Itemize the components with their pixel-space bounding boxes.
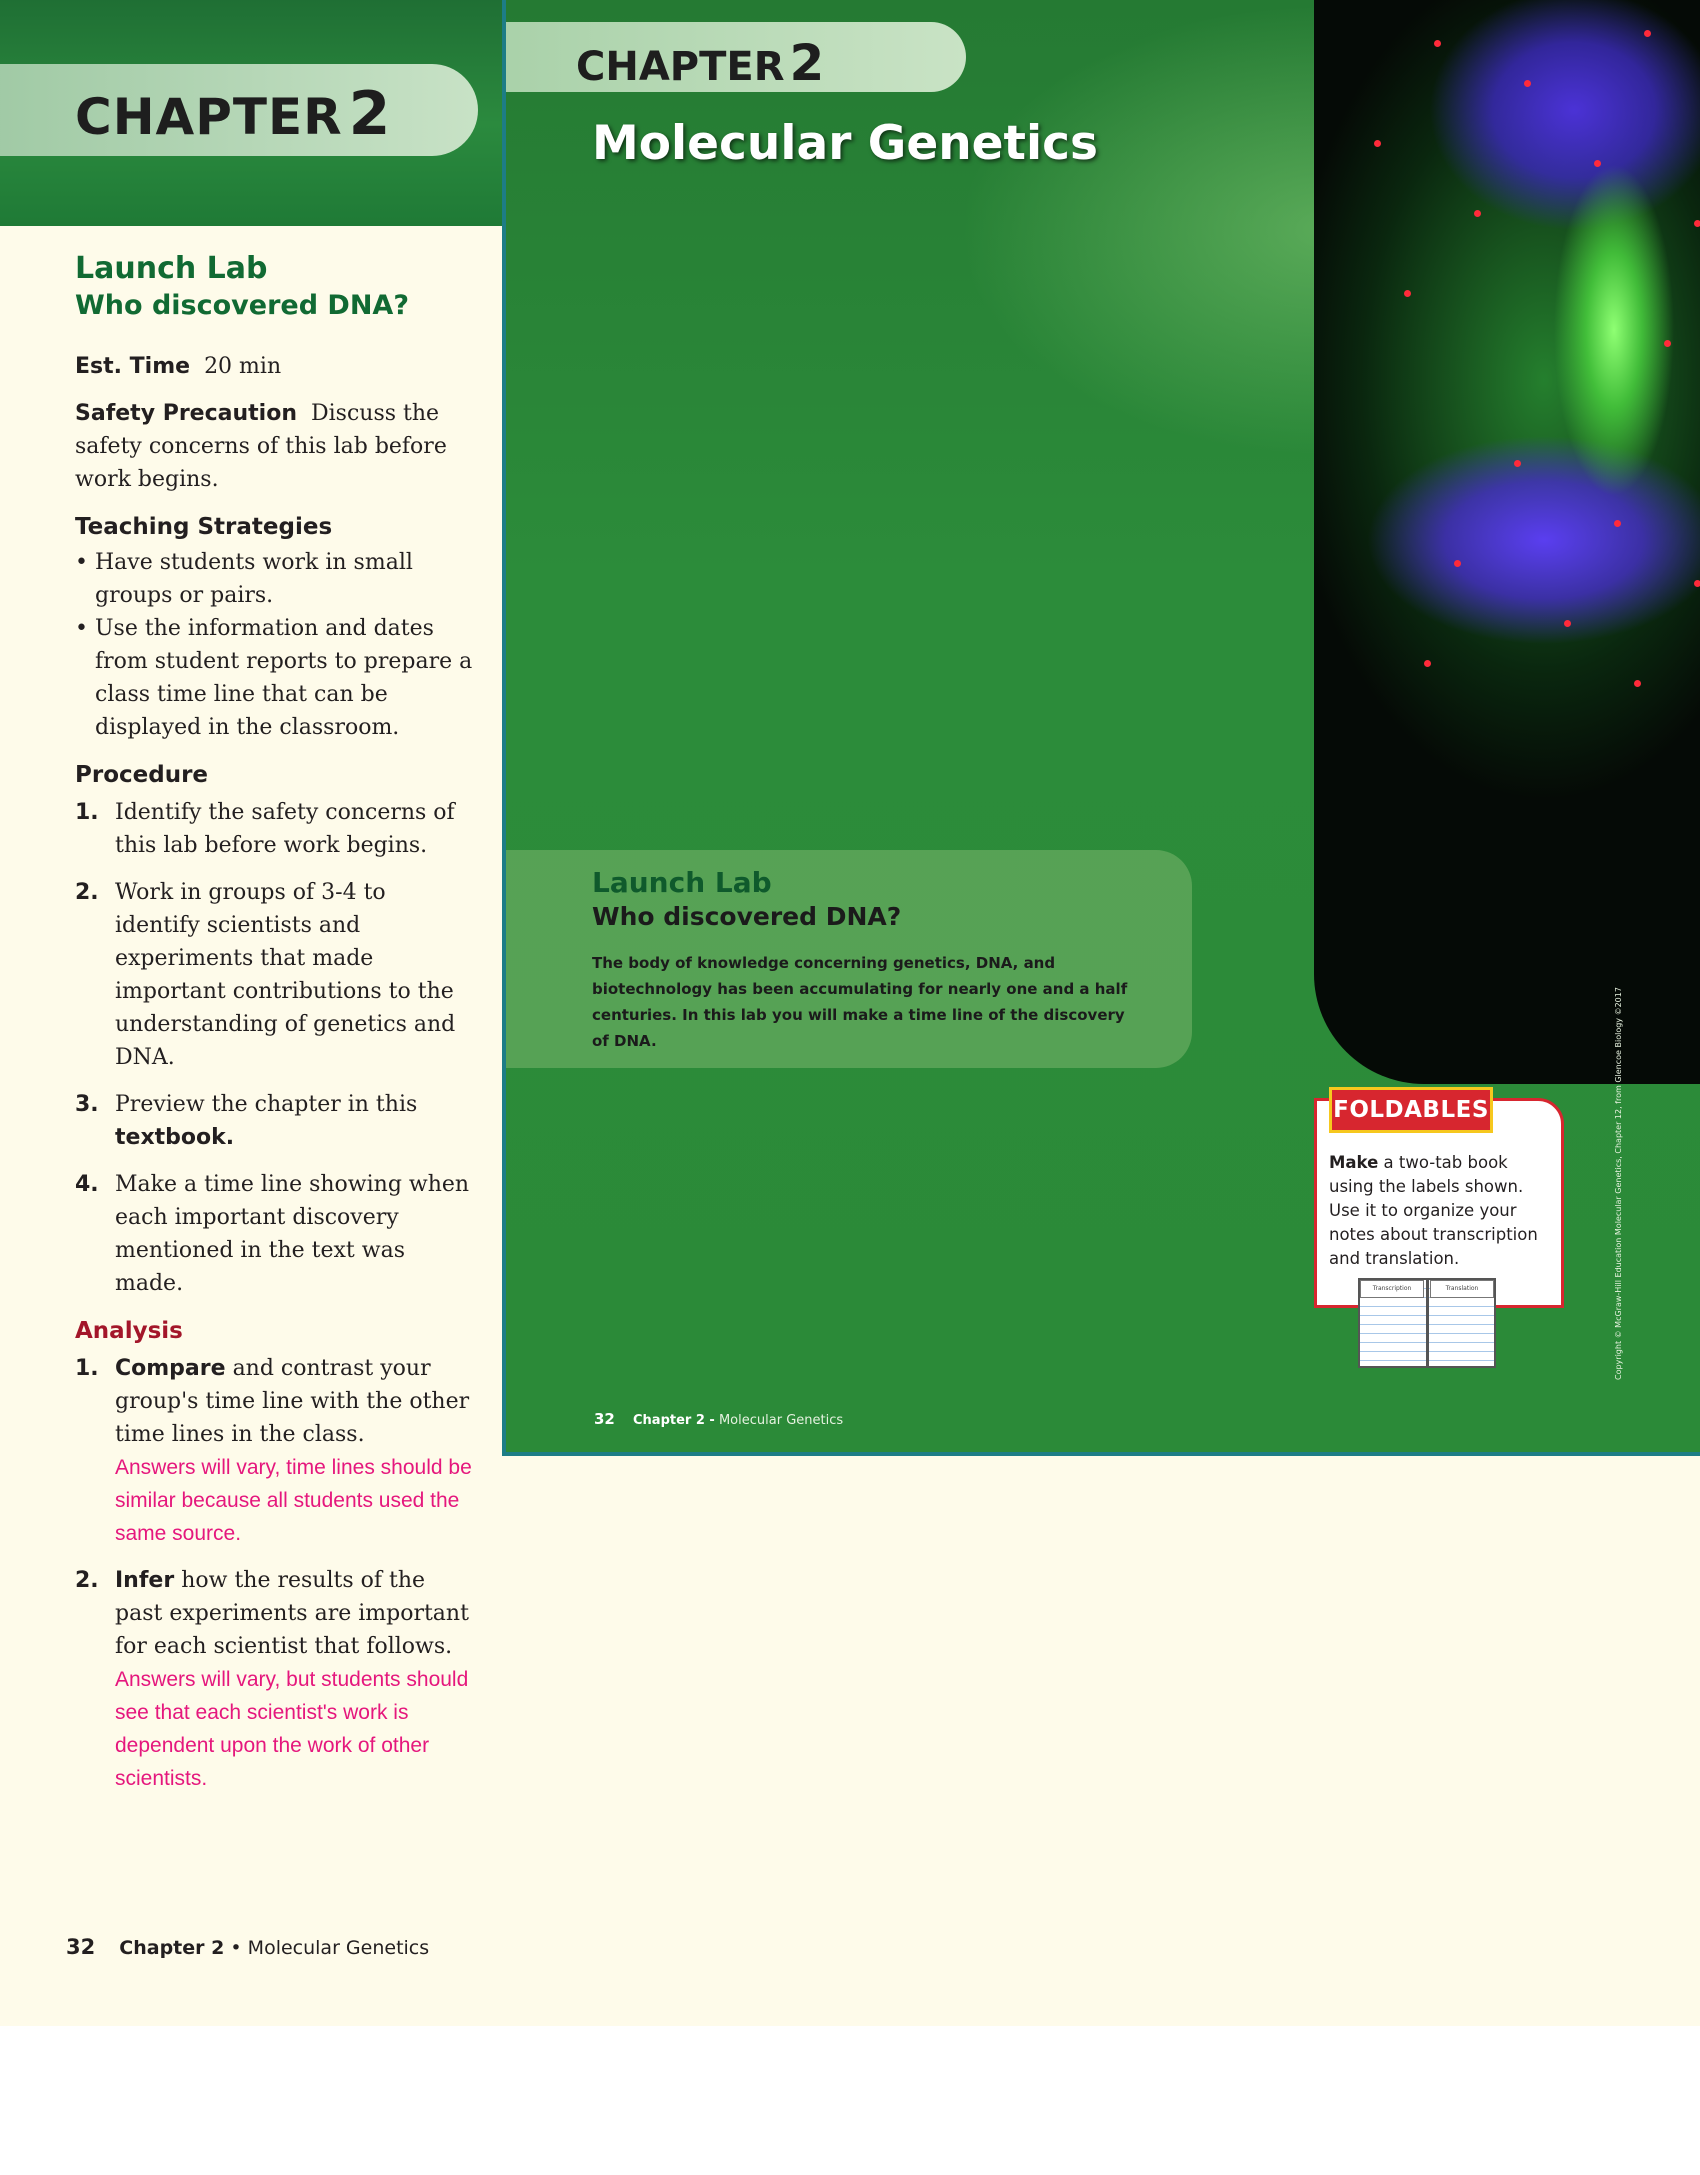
micrograph-image (1314, 0, 1700, 1084)
student-chapter-label (576, 34, 824, 92)
chapter-title: Molecular Genetics (592, 116, 1098, 171)
step-number: 2. (75, 880, 99, 905)
student-chapter-word: CHAPTER (576, 44, 785, 90)
analysis-answer: Answers will vary, but students should see that each scientist's work is dependent upon the work of other scientists. (115, 1668, 469, 1790)
foldables-box (1314, 1098, 1564, 1308)
footer-title: Molecular Genetics (247, 1937, 430, 1959)
student-footer-chapter: Chapter 2 - (633, 1413, 715, 1428)
safety-text: Discuss the safety concerns of this lab before work begins. (75, 401, 447, 492)
copyright-notice: Copyright © McGraw-Hill Education Molecular Genetics, Chapter 12, from Glencoe Biology ©2017 (1614, 987, 1623, 1380)
chapter-label (75, 79, 391, 149)
safety-precaution (75, 397, 475, 496)
lab-question: Who discovered DNA? (75, 290, 409, 321)
chapter-pill (0, 64, 478, 156)
tab-translation: Translation (1430, 1280, 1494, 1298)
est-time (75, 350, 475, 383)
analysis-verb: Compare (115, 1356, 226, 1381)
step-number: 1. (75, 800, 99, 825)
foldables-body: a two-tab book using the labels shown. Use it to organize your notes about transcription and translation. (1329, 1153, 1538, 1268)
footer-separator: • (230, 1937, 242, 1959)
step-number: 4. (75, 1172, 99, 1197)
chapter-number: 2 (348, 79, 392, 149)
strategy-item: • Use the information and dates from student reports to prepare a class time line that can be displayed in the classroom. (75, 612, 475, 744)
lab-title: Launch Lab (75, 251, 268, 286)
step-number: 3. (75, 1092, 99, 1117)
step-text: Preview the chapter in this (115, 1092, 418, 1117)
tab-transcription: Transcription (1360, 1280, 1424, 1298)
left-chapter-header (0, 0, 502, 226)
foldables-badge: FOLDABLES (1329, 1087, 1493, 1133)
analysis-number: 2. (75, 1568, 99, 1593)
procedure-step (75, 1088, 475, 1154)
est-time-label: Est. Time (75, 354, 191, 379)
est-time-value: 20 min (204, 354, 282, 379)
safety-label: Safety Precaution (75, 401, 297, 426)
analysis-text: how the results of the past experiments are important for each scientist that follows. (115, 1568, 469, 1659)
student-page-preview (502, 0, 1700, 1456)
procedure-heading: Procedure (75, 762, 209, 788)
analysis-item (75, 1564, 475, 1795)
teacher-footer (66, 1935, 429, 1959)
page-number: 32 (66, 1935, 96, 1959)
foldables-lead: Make (1329, 1153, 1379, 1172)
student-launch-lab (506, 850, 1192, 1068)
student-footer (594, 1410, 843, 1428)
analysis-number: 1. (75, 1356, 99, 1381)
student-lab-body: The body of knowledge concerning genetics, DNA, and biotechnology has been accumulating for nearly one and a half centuries. In this lab you will make a time line of the discovery of DNA. (592, 954, 1128, 1050)
step-text: Identify the safety concerns of this lab before work begins. (115, 800, 455, 858)
student-lab-question: Who discovered DNA? (592, 902, 902, 931)
procedure-step (75, 796, 475, 862)
book-spine (1426, 1280, 1429, 1366)
procedure-step (75, 1168, 475, 1300)
teacher-column (75, 250, 475, 1809)
student-page-number: 32 (594, 1410, 615, 1428)
footer-chapter: Chapter 2 (119, 1937, 225, 1959)
step-text: Work in groups of 3-4 to identify scientists and experiments that made important contributions to the understanding of genetics and DNA. (115, 880, 456, 1070)
step-text: Make a time line showing when each important discovery mentioned in the text was made. (115, 1172, 470, 1296)
student-chapter-pill (502, 22, 966, 92)
analysis-heading: Analysis (75, 1318, 183, 1344)
chapter-word: CHAPTER (75, 88, 343, 146)
student-chapter-number: 2 (789, 34, 825, 92)
strategy-item: • Have students work in small groups or pairs. (75, 546, 475, 612)
student-lab-title: Launch Lab (592, 866, 772, 899)
analysis-text: and contrast your group's time line with the other time lines in the class. (115, 1356, 470, 1447)
foldables-text (1329, 1151, 1555, 1271)
student-footer-title: Molecular Genetics (718, 1413, 844, 1428)
analysis-answer: Answers will vary, time lines should be similar because all students used the same source. (115, 1456, 472, 1545)
strategies-heading: Teaching Strategies (75, 514, 333, 540)
step-bold-text: textbook. (115, 1125, 235, 1150)
analysis-item (75, 1352, 475, 1550)
two-tab-book-illustration (1358, 1278, 1496, 1368)
analysis-verb: Infer (115, 1568, 175, 1593)
procedure-step (75, 876, 475, 1074)
